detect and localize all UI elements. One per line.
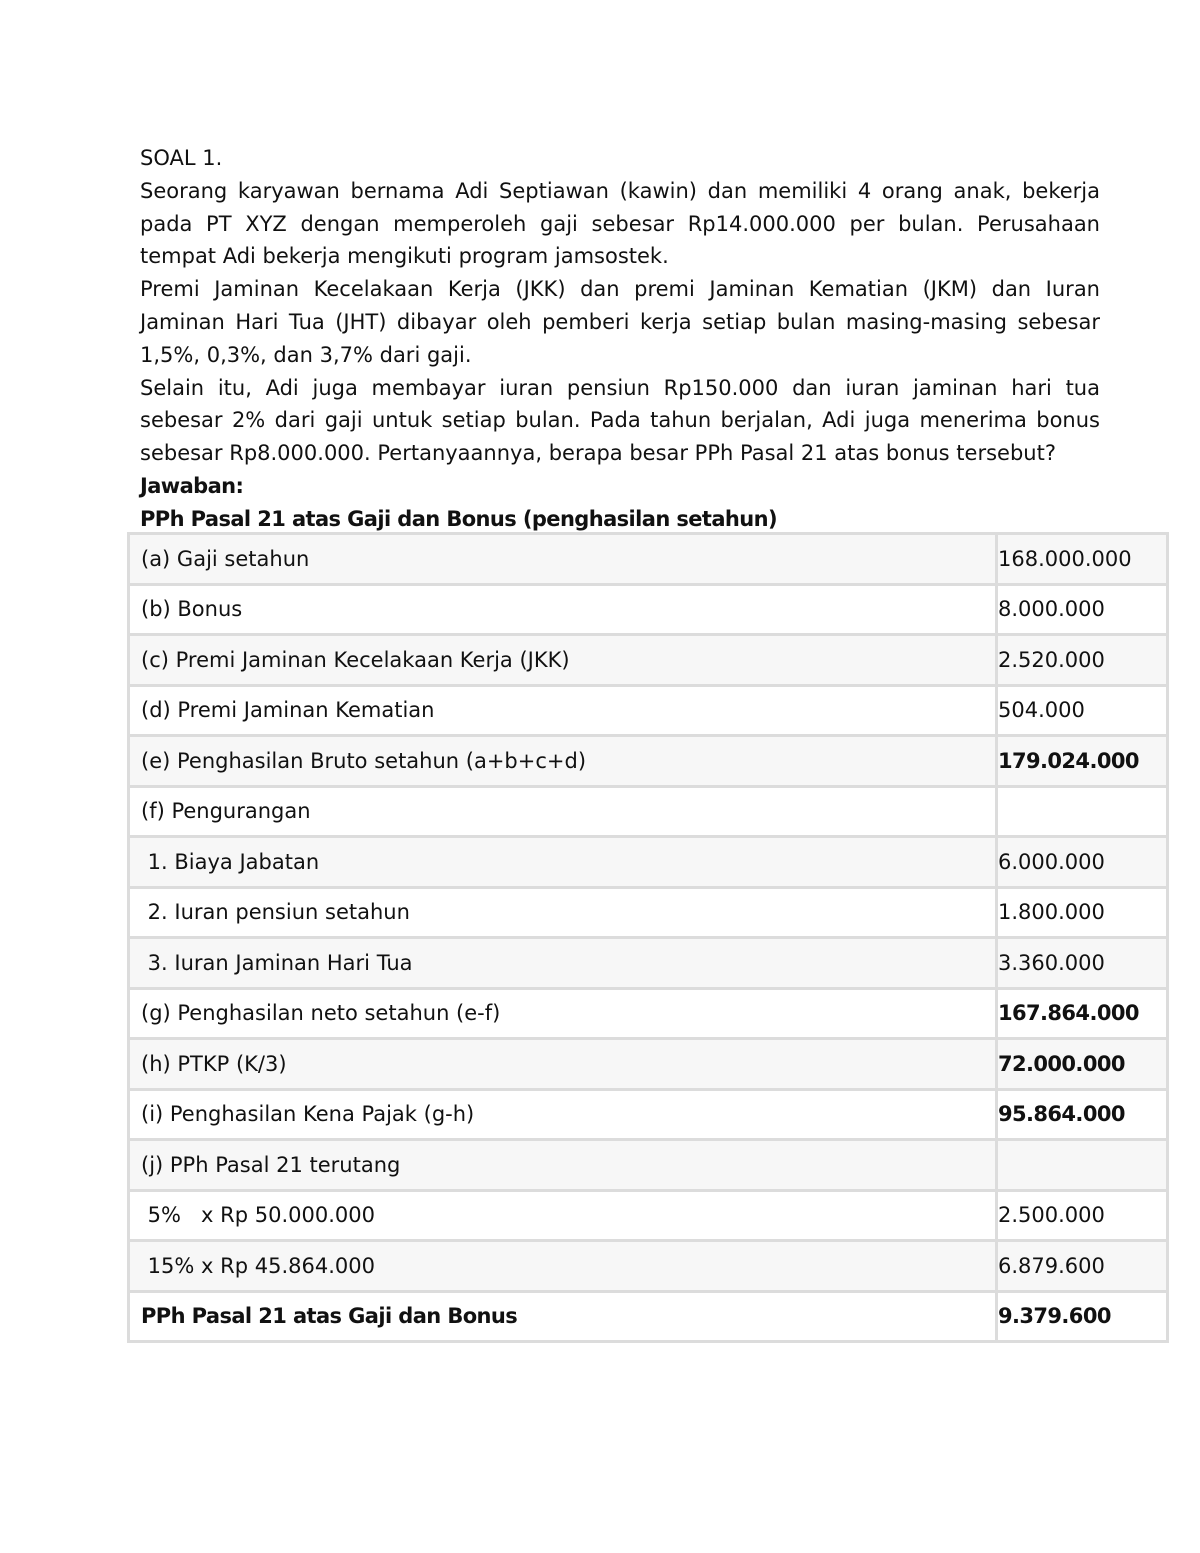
total-value: 9.379.600 — [997, 1291, 1168, 1342]
question-paragraph-2: Premi Jaminan Kecelakaan Kerja (JKK) dan premi Jaminan Kematian (JKM) dan Iuran Jaminan Hari Tua (JHT) dibayar oleh pemberi kerja setiap bulan masing-masing sebesar 1,5%, 0,3%, dan 3,7% dari gaji. — [140, 277, 1100, 367]
table-title: PPh Pasal 21 atas Gaji dan Bonus (penghasilan setahun) — [140, 506, 777, 531]
row-label: 1. Biaya Jabatan — [129, 837, 997, 888]
row-value: 504.000 — [997, 685, 1168, 736]
row-label: 5% x Rp 50.000.000 — [129, 1190, 997, 1241]
table-row — [129, 635, 1168, 686]
row-label: 3. Iuran Jaminan Hari Tua — [129, 938, 997, 989]
row-value: 6.000.000 — [997, 837, 1168, 888]
row-label: 15% x Rp 45.864.000 — [129, 1241, 997, 1292]
row-value — [997, 786, 1168, 837]
row-label: (a) Gaji setahun — [129, 534, 997, 585]
row-label: (b) Bonus — [129, 584, 997, 635]
row-label: (e) Penghasilan Bruto setahun (a+b+c+d) — [129, 736, 997, 787]
table-row — [129, 786, 1168, 837]
table-row — [129, 988, 1168, 1039]
row-value: 2.500.000 — [997, 1190, 1168, 1241]
answer-label: Jawaban: — [140, 473, 244, 498]
row-value: 8.000.000 — [997, 584, 1168, 635]
row-value: 95.864.000 — [997, 1089, 1168, 1140]
row-label: (g) Penghasilan neto setahun (e-f) — [129, 988, 997, 1039]
table-row — [129, 1140, 1168, 1191]
row-label: (h) PTKP (K/3) — [129, 1039, 997, 1090]
row-value: 3.360.000 — [997, 938, 1168, 989]
row-label: (f) Pengurangan — [129, 786, 997, 837]
table-row — [129, 938, 1168, 989]
table-row — [129, 1089, 1168, 1140]
table-row — [129, 584, 1168, 635]
row-value: 1.800.000 — [997, 887, 1168, 938]
question-paragraph-1: Seorang karyawan bernama Adi Septiawan (kawin) dan memiliki 4 orang anak, bekerja pada PT XYZ dengan memperoleh gaji sebesar Rp14.000.000 per bulan. Perusahaan tempat Adi bekerja mengikuti program jamsostek. — [140, 178, 1100, 269]
table-row — [129, 685, 1168, 736]
calculation-table — [127, 532, 1169, 1343]
row-value: 167.864.000 — [997, 988, 1168, 1039]
row-value: 168.000.000 — [997, 534, 1168, 585]
row-label: 2. Iuran pensiun setahun — [129, 887, 997, 938]
total-row — [129, 1291, 1168, 1342]
table-row — [129, 837, 1168, 888]
question-paragraph-3: Selain itu, Adi juga membayar iuran pensiun Rp150.000 dan iuran jaminan hari tua sebesar 2% dari gaji untuk setiap bulan. Pada tahun berjalan, Adi juga menerima bonus sebesar Rp8.000.000. Pertanyaannya, berapa besar PPh Pasal 21 atas bonus tersebut? — [140, 375, 1100, 466]
row-label: (d) Premi Jaminan Kematian — [129, 685, 997, 736]
row-label: (i) Penghasilan Kena Pajak (g-h) — [129, 1089, 997, 1140]
row-label: (c) Premi Jaminan Kecelakaan Kerja (JKK) — [129, 635, 997, 686]
question-heading: SOAL 1. — [140, 146, 223, 170]
question-section — [140, 142, 1100, 536]
table-row — [129, 1039, 1168, 1090]
total-label: PPh Pasal 21 atas Gaji dan Bonus — [129, 1291, 997, 1342]
table-row — [129, 887, 1168, 938]
row-label: (j) PPh Pasal 21 terutang — [129, 1140, 997, 1191]
row-value: 2.520.000 — [997, 635, 1168, 686]
table-row — [129, 1241, 1168, 1292]
table-row — [129, 736, 1168, 787]
table-row — [129, 534, 1168, 585]
row-value — [997, 1140, 1168, 1191]
table-row — [129, 1190, 1168, 1241]
row-value: 179.024.000 — [997, 736, 1168, 787]
row-value: 6.879.600 — [997, 1241, 1168, 1292]
row-value: 72.000.000 — [997, 1039, 1168, 1090]
